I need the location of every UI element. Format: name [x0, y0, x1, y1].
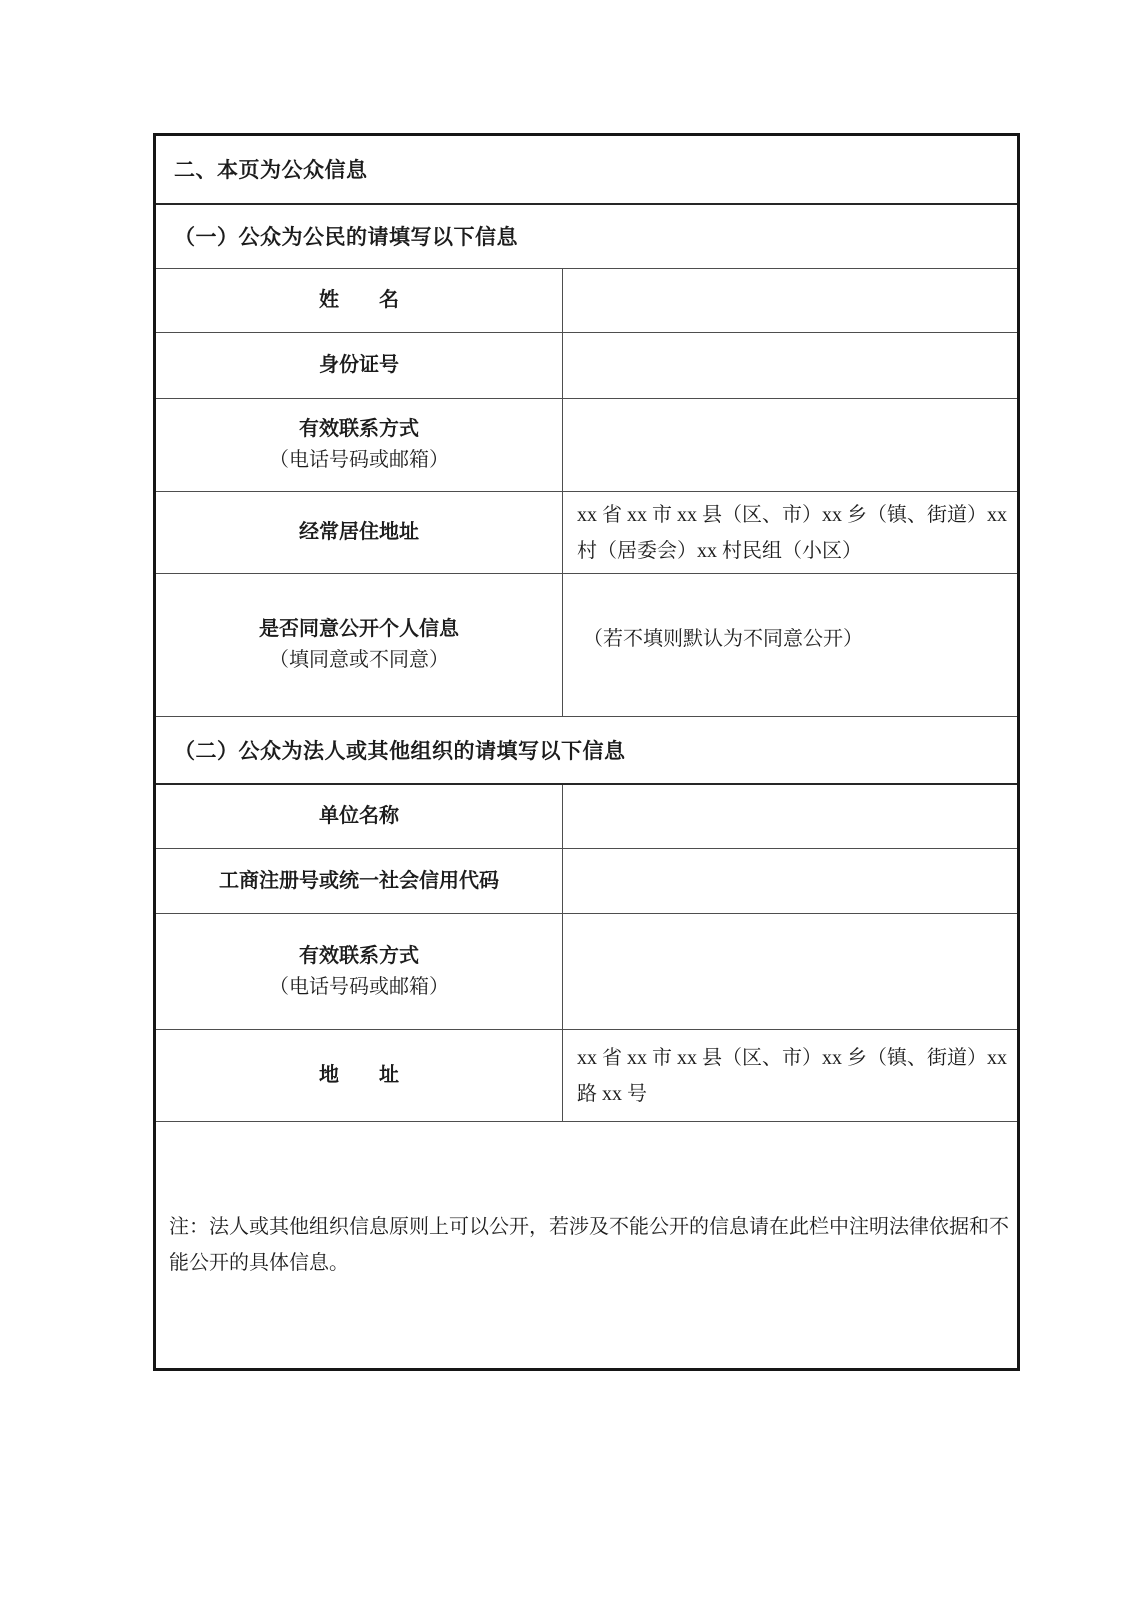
field-row-citizen-contact — [155, 399, 1019, 492]
field-label-unit-name: 单位名称 — [155, 784, 563, 849]
field-label-id-number: 身份证号 — [155, 333, 563, 399]
field-row-id-number — [155, 333, 1019, 399]
field-label-name: 姓 名 — [155, 269, 563, 333]
field-label-org-contact — [155, 914, 563, 1030]
field-label-credit-code: 工商注册号或统一社会信用代码 — [155, 849, 563, 914]
field-label-citizen-address: 经常居住地址 — [155, 492, 563, 574]
section-header-row — [155, 135, 1019, 204]
section-title: 二、本页为公众信息 — [155, 135, 1019, 204]
citizen-subsection-title: （一）公众为公民的请填写以下信息 — [155, 204, 1019, 269]
field-label-org-address: 地 址 — [155, 1030, 563, 1122]
org-contact-label-sub: （电话号码或邮箱） — [269, 975, 449, 998]
field-label-consent — [155, 574, 563, 717]
unit-name-input-cell[interactable] — [563, 784, 1019, 849]
citizen-address-input-cell[interactable]: xx 省 xx 市 xx 县（区、市）xx 乡（镇、街道）xx 村（居委会）xx 村民组（小区） — [563, 492, 1019, 574]
id-number-input-cell[interactable] — [563, 333, 1019, 399]
consent-label-sub: （填同意或不同意） — [269, 649, 449, 671]
org-contact-input-cell[interactable] — [563, 914, 1019, 1030]
consent-label-main: 是否同意公开个人信息 — [259, 618, 459, 640]
org-subsection-row — [155, 717, 1019, 784]
field-row-credit-code — [155, 849, 1019, 914]
citizen-subsection-row — [155, 204, 1019, 269]
citizen-contact-input-cell[interactable] — [563, 399, 1019, 492]
org-disclosure-note: 注：法人或其他组织信息原则上可以公开，若涉及不能公开的信息请在此栏中注明法律依据和不能公开的具体信息。 — [155, 1122, 1019, 1370]
public-info-form-table — [153, 133, 1020, 1368]
field-row-org-contact — [155, 914, 1019, 1030]
consent-default-hint: （若不填则默认为不同意公开） — [583, 627, 863, 650]
org-contact-label-main: 有效联系方式 — [299, 944, 419, 967]
name-input-cell[interactable] — [563, 269, 1019, 333]
org-address-input-cell[interactable]: xx 省 xx 市 xx 县（区、市）xx 乡（镇、街道）xx 路 xx 号 — [563, 1030, 1019, 1122]
credit-code-input-cell[interactable] — [563, 849, 1019, 914]
consent-input-cell[interactable] — [563, 574, 1019, 717]
org-subsection-title: （二）公众为法人或其他组织的请填写以下信息 — [155, 717, 1019, 784]
citizen-contact-label-sub: （电话号码或邮箱） — [269, 449, 449, 471]
field-row-citizen-address — [155, 492, 1019, 574]
citizen-contact-label-main: 有效联系方式 — [299, 418, 419, 440]
note-row — [155, 1122, 1019, 1370]
field-row-consent — [155, 574, 1019, 717]
field-row-name — [155, 269, 1019, 333]
field-label-citizen-contact — [155, 399, 563, 492]
field-row-org-address — [155, 1030, 1019, 1122]
field-row-unit-name — [155, 784, 1019, 849]
